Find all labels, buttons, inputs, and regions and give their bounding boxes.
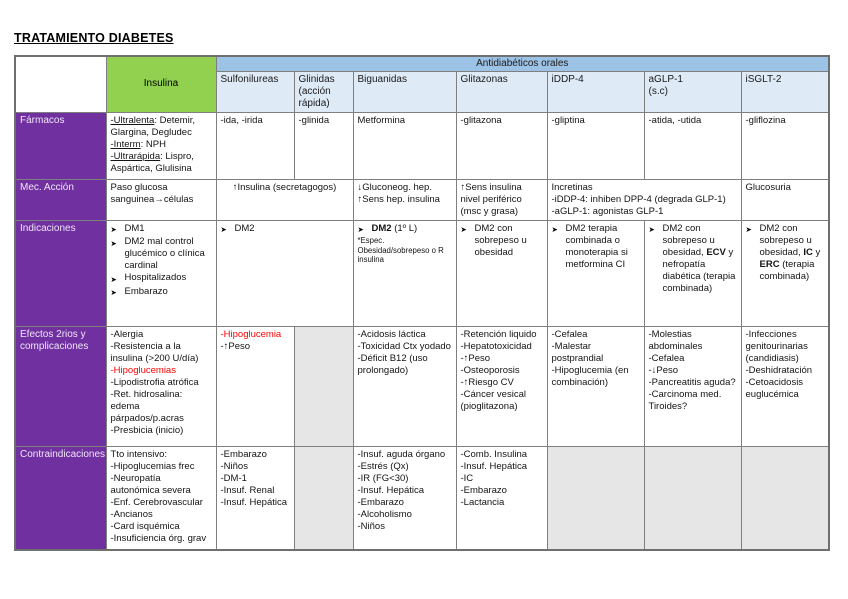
text-segment: -Embarazo: [357, 496, 404, 508]
cell-farmacos-biguanidas: [353, 112, 456, 179]
column-label: Biguanidas: [357, 73, 407, 85]
text-line: [552, 329, 640, 341]
text-line: [358, 115, 452, 127]
cell-indicaciones-biguanidas: [353, 220, 456, 326]
text-segment: DM2: [371, 222, 392, 234]
text-line: [358, 236, 452, 246]
text-segment: -gliptina: [551, 114, 585, 126]
text-segment: Incretinas: [551, 181, 593, 193]
text-segment: -Insuf. Hepática: [220, 496, 288, 508]
text-segment: y nefropatía diabética (terapia combinada): [662, 246, 736, 294]
text-segment: -Embarazo: [220, 448, 267, 460]
text-segment: -Insuf. Hepática: [460, 460, 528, 472]
cell-indicaciones-sulf-glinidas: [216, 220, 353, 326]
text-segment: -Comb. Insulina: [460, 448, 528, 460]
text-line: [461, 461, 543, 473]
bullet-item: [552, 223, 640, 271]
text-segment: -Insuf. Renal: [220, 484, 275, 496]
text-segment: -Retención liquido: [460, 328, 537, 340]
text-line: [111, 341, 212, 365]
cell-contra-glitazonas: [456, 446, 547, 550]
empty-cell-contra-iddp4: [547, 446, 644, 550]
text-segment: -Presbicia (inicio): [110, 424, 184, 436]
text-segment: -Lactancia: [460, 496, 505, 508]
text-line: [358, 194, 452, 206]
page-title: TRATAMIENTO DIABETES: [14, 31, 174, 45]
row-mec-accion: [15, 179, 829, 220]
text-segment: -Hipoglucemia: [220, 328, 282, 340]
column-label: Glinidas: [298, 73, 335, 85]
text-segment: DM2: [234, 222, 255, 234]
text-segment: -Ultrarápida: [110, 150, 161, 162]
bullet-icon: ➤: [357, 225, 364, 234]
text-segment: -IC: [460, 472, 474, 484]
cell-efectos-biguanidas: [353, 326, 456, 446]
column-header-aglp1: [644, 71, 741, 112]
bullet-item: [111, 272, 212, 286]
text-segment: -Neuropatía autonómica severa: [110, 472, 191, 496]
text-line: [461, 449, 543, 461]
text-segment: -glinida: [298, 114, 330, 126]
text-segment: Hospitalizados: [124, 272, 187, 283]
text-line: [358, 353, 452, 377]
row-header-indicaciones: Indicaciones: [15, 220, 106, 326]
text-segment: -↑Riesgo CV: [460, 376, 514, 388]
text-line: [461, 485, 543, 497]
text-segment: Metformina: [357, 114, 406, 126]
text-line: [221, 341, 290, 353]
bullet-item: [358, 223, 452, 237]
column-label: aGLP-1: [648, 73, 683, 85]
text-line: [552, 182, 737, 194]
text-line: [461, 353, 543, 365]
text-line: [111, 115, 212, 139]
text-segment: -Embarazo: [460, 484, 507, 496]
text-line: [111, 151, 212, 175]
text-segment: -Resistencia a la insulina (>200 U/día): [110, 340, 199, 364]
text-line: [358, 341, 452, 353]
cell-mec-secretagogos: [216, 179, 353, 220]
bullet-icon: ➤: [648, 225, 655, 234]
text-segment: Tto intensivo:: [110, 448, 167, 460]
text-segment: DM2 con sobrepeso u obesidad,: [662, 222, 715, 258]
text-segment: -Pancreatitis aguda?: [648, 376, 736, 388]
cell-mec-isglt2: [741, 179, 829, 220]
text-line: [358, 461, 452, 473]
row-indicaciones: [15, 220, 829, 326]
text-line: [649, 377, 737, 389]
text-segment: : Detemir, Glargina, Degludec: [110, 114, 195, 138]
cell-indicaciones-insulina: [106, 220, 216, 326]
text-line: [746, 329, 825, 365]
row-header-mec-accion: Mec. Acción: [15, 179, 106, 220]
text-line: [649, 115, 737, 127]
cell-efectos-iddp4: [547, 326, 644, 446]
text-line: [649, 365, 737, 377]
row-header-contraindicaciones: Contraindicaciones: [15, 446, 106, 550]
bullet-item: [111, 223, 212, 237]
cell-mec-glitazonas: [456, 179, 547, 220]
cell-efectos-isglt2: [741, 326, 829, 446]
corner-cell: [15, 56, 106, 112]
row-header-farmacos: Fármacos: [15, 112, 106, 179]
text-segment: -Cefalea: [648, 352, 685, 364]
bullet-item: [649, 223, 737, 295]
text-line: [358, 329, 452, 341]
column-label: Glitazonas: [460, 73, 508, 85]
text-segment: -Acidosis láctica: [357, 328, 426, 340]
text-line: [461, 389, 543, 413]
text-segment: -ida, -irida: [220, 114, 263, 126]
cell-efectos-sulfonilureas: [216, 326, 294, 446]
cell-farmacos-aglp1: [644, 112, 741, 179]
text-segment: -Cetoacidosis euglucémica: [745, 376, 804, 400]
text-segment: : Lispro, Aspártica, Glulisina: [110, 150, 194, 174]
text-line: [358, 449, 452, 461]
text-segment: -Hepatotoxicidad: [460, 340, 532, 352]
cell-farmacos-glinidas: [294, 112, 353, 179]
bullet-text: [235, 223, 349, 237]
text-segment: -Insuficiencia órg. grav: [110, 532, 207, 544]
bullet-item: [111, 286, 212, 300]
column-sublabel: (s.c): [648, 85, 668, 97]
text-line: [299, 115, 349, 127]
text-line: [111, 509, 212, 521]
bullet-item: [221, 223, 349, 237]
bullet-icon: ➤: [220, 225, 227, 234]
text-line: [111, 139, 212, 151]
cell-indicaciones-glitazonas: [456, 220, 547, 326]
text-segment: -Infecciones genitourinarias (candidiasis): [745, 328, 808, 364]
text-segment: ↑Sens hep. insulina: [357, 193, 440, 205]
column-label: iDDP-4: [551, 73, 584, 85]
bullet-text: [372, 223, 452, 237]
text-line: [221, 461, 290, 473]
row-header-efectos: Efectos 2rios y complicaciones: [15, 326, 106, 446]
text-segment: -Cáncer vesical (pioglitazona): [460, 388, 526, 412]
text-line: [111, 365, 212, 377]
text-line: [221, 329, 290, 341]
text-segment: DM2 con sobrepeso u obesidad,: [759, 222, 812, 258]
row-farmacos: [15, 112, 829, 179]
row-efectos: [15, 326, 829, 446]
text-line: [746, 365, 825, 377]
text-line: [111, 449, 212, 461]
text-segment: Glucosuria: [745, 181, 791, 193]
cell-indicaciones-isglt2: [741, 220, 829, 326]
text-segment: (terapia combinada): [759, 258, 815, 282]
text-segment: : NPH: [140, 138, 166, 150]
text-segment: *Espec.: [357, 236, 385, 245]
text-line: [111, 329, 212, 341]
cell-farmacos-isglt2: [741, 112, 829, 179]
text-line: [358, 182, 452, 194]
column-header-isglt2: [741, 71, 829, 112]
empty-cell-contra-glinidas: [294, 446, 353, 550]
empty-cell-efectos-glinidas: [294, 326, 353, 446]
column-header-iddp4: [547, 71, 644, 112]
text-line: [552, 115, 640, 127]
cell-contra-sulfonilureas: [216, 446, 294, 550]
text-segment: -Estrés (Qx): [357, 460, 409, 472]
bullet-text: [125, 236, 212, 272]
text-line: [746, 377, 825, 401]
text-segment: ↑Sens insulina nivel periférico (msc y grasa): [460, 181, 522, 217]
text-segment: -Deshidratación: [745, 364, 813, 376]
text-line: [461, 473, 543, 485]
text-line: [461, 497, 543, 509]
bullet-icon: ➤: [110, 274, 117, 284]
column-header-glitazonas: [456, 71, 547, 112]
text-line: [461, 329, 543, 341]
text-segment: -Cefalea: [551, 328, 588, 340]
cell-contra-biguanidas: [353, 446, 456, 550]
text-line: [221, 182, 349, 194]
cell-mec-incretinas: [547, 179, 741, 220]
text-segment: -Hipoglucemias frec: [110, 460, 195, 472]
text-segment: -Osteoporosis: [460, 364, 520, 376]
text-segment: DM1: [124, 222, 145, 234]
cell-efectos-glitazonas: [456, 326, 547, 446]
text-segment: -Déficit B12 (uso prolongado): [357, 352, 428, 376]
text-line: [649, 353, 737, 365]
cell-mec-biguanidas: [353, 179, 456, 220]
bullet-text: [760, 223, 825, 283]
text-segment: -Ancianos: [110, 508, 153, 520]
cell-farmacos-glitazonas: [456, 112, 547, 179]
text-segment: -Interm: [110, 138, 141, 150]
text-segment: -Card isquémica: [110, 520, 180, 532]
text-line: [111, 377, 212, 389]
text-line: [358, 485, 452, 497]
text-segment: -↑Peso: [220, 340, 251, 352]
bullet-icon: ➤: [110, 288, 117, 297]
text-segment: -↑Peso: [460, 352, 491, 364]
text-line: [461, 115, 543, 127]
text-line: [358, 473, 452, 485]
text-line: [358, 521, 452, 533]
text-segment: ↓Gluconeog. hep.: [357, 181, 432, 193]
text-segment: -Lipodistrofia atrófica: [110, 376, 199, 388]
text-line: [358, 497, 452, 509]
text-line: [461, 377, 543, 389]
text-segment: -Molestias abdominales: [648, 328, 703, 352]
text-line: [461, 182, 543, 218]
text-segment: -gliflozina: [745, 114, 786, 126]
cell-farmacos-sulfonilureas: [216, 112, 294, 179]
column-label: iSGLT-2: [745, 73, 782, 85]
bullet-text: [125, 223, 212, 237]
text-line: [221, 115, 290, 127]
text-line: [746, 115, 825, 127]
text-segment: Obesidad/sobrepeso o R insulina: [357, 245, 444, 264]
text-segment: Paso glucosa sanguinea→células: [110, 181, 194, 205]
text-line: [461, 341, 543, 353]
bullet-icon: ➤: [460, 225, 467, 234]
text-segment: -atida, -utida: [648, 114, 702, 126]
text-segment: IC: [803, 246, 813, 258]
text-segment: -Insuf. Hepática: [357, 484, 425, 496]
empty-cell-contra-aglp1: [644, 446, 741, 550]
text-line: [552, 194, 737, 206]
text-segment: y: [812, 246, 821, 258]
column-sublabel: (acción rápida): [298, 85, 331, 109]
bullet-text: [663, 223, 737, 295]
bullet-icon: ➤: [745, 225, 752, 234]
text-line: [649, 389, 737, 413]
text-line: [111, 461, 212, 473]
text-segment: -↓Peso: [648, 364, 679, 376]
text-segment: -Malestar postprandial: [551, 340, 604, 364]
text-line: [649, 329, 737, 353]
text-line: [111, 473, 212, 497]
bullet-item: [461, 223, 543, 259]
text-line: [221, 485, 290, 497]
text-segment: -Alcoholismo: [357, 508, 412, 520]
oral-antidiabetics-group-header: Antidiabéticos orales: [216, 56, 829, 71]
cell-contra-insulina: [106, 446, 216, 550]
text-line: [111, 425, 212, 437]
text-segment: -Hipoglucemias: [110, 364, 176, 376]
cell-mec-insulina: [106, 179, 216, 220]
text-line: [111, 521, 212, 533]
text-line: [358, 246, 452, 265]
text-line: [221, 449, 290, 461]
text-segment: -Ret. hidrosalina: edema párpados/p.acras: [110, 388, 184, 424]
text-segment: ECV: [706, 246, 726, 258]
bullet-icon: ➤: [110, 225, 117, 234]
text-segment: (1º L): [391, 222, 418, 234]
text-line: [746, 182, 825, 194]
text-line: [552, 341, 640, 365]
diabetes-treatment-table: [14, 55, 830, 551]
column-header-biguanidas: [353, 71, 456, 112]
bullet-item: [746, 223, 825, 283]
bullet-text: [125, 272, 212, 286]
text-line: [552, 365, 640, 389]
bullet-icon: ➤: [551, 225, 558, 234]
column-label: Sulfonilureas: [220, 73, 279, 85]
text-segment: -Niños: [357, 520, 385, 532]
bullet-text: [566, 223, 640, 271]
group-header-row: [15, 56, 829, 71]
row-contraindicaciones: [15, 446, 829, 550]
text-line: [111, 533, 212, 545]
text-line: [552, 206, 737, 218]
text-segment: -Insuf. aguda órgano: [357, 448, 446, 460]
cell-farmacos-insulina: [106, 112, 216, 179]
text-line: [221, 497, 290, 509]
text-segment: -glitazona: [460, 114, 502, 126]
insulin-column-header: Insulina: [106, 56, 216, 112]
cell-indicaciones-aglp1: [644, 220, 741, 326]
text-line: [461, 365, 543, 377]
text-segment: -Hipoglucemia (en combinación): [551, 364, 629, 388]
text-segment: -Carcinoma med. Tiroides?: [648, 388, 722, 412]
text-segment: DM2 terapia combinada o monoterapia si metformina CI: [565, 222, 628, 270]
empty-cell-contra-isglt2: [741, 446, 829, 550]
text-segment: Embarazo: [124, 285, 168, 297]
bullet-icon: ➤: [110, 238, 117, 248]
text-segment: -DM-1: [220, 472, 247, 484]
text-line: [111, 389, 212, 425]
column-header-sulfonilureas: [216, 71, 294, 112]
cell-farmacos-iddp4: [547, 112, 644, 179]
bullet-text: [125, 286, 212, 300]
text-segment: -Enf. Cerebrovascular: [110, 496, 203, 508]
text-segment: -Niños: [220, 460, 248, 472]
text-segment: -IR (FG<30): [357, 472, 409, 484]
cell-efectos-aglp1: [644, 326, 741, 446]
text-line: [221, 473, 290, 485]
text-segment: -iDDP-4: inhiben DPP-4 (degrada GLP-1): [551, 193, 726, 205]
text-segment: -Alergia: [110, 328, 144, 340]
text-segment: -aGLP-1: agonistas GLP-1: [551, 205, 664, 217]
column-header-glinidas: [294, 71, 353, 112]
text-segment: ERC: [759, 258, 780, 270]
text-line: [111, 182, 212, 206]
text-segment: DM2 con sobrepeso u obesidad: [474, 222, 527, 258]
cell-indicaciones-iddp4: [547, 220, 644, 326]
text-segment: DM2 mal control glucémico o clínica cardinal: [124, 236, 205, 271]
text-segment: -Ultralenta: [110, 114, 155, 126]
text-segment: -Toxicidad Ctx yodado: [357, 340, 451, 352]
cell-efectos-insulina: [106, 326, 216, 446]
bullet-text: [475, 223, 543, 259]
text-line: [358, 509, 452, 521]
bullet-item: [111, 236, 212, 272]
text-line: [111, 497, 212, 509]
text-segment: ↑Insulina (secretagogos): [232, 181, 337, 193]
